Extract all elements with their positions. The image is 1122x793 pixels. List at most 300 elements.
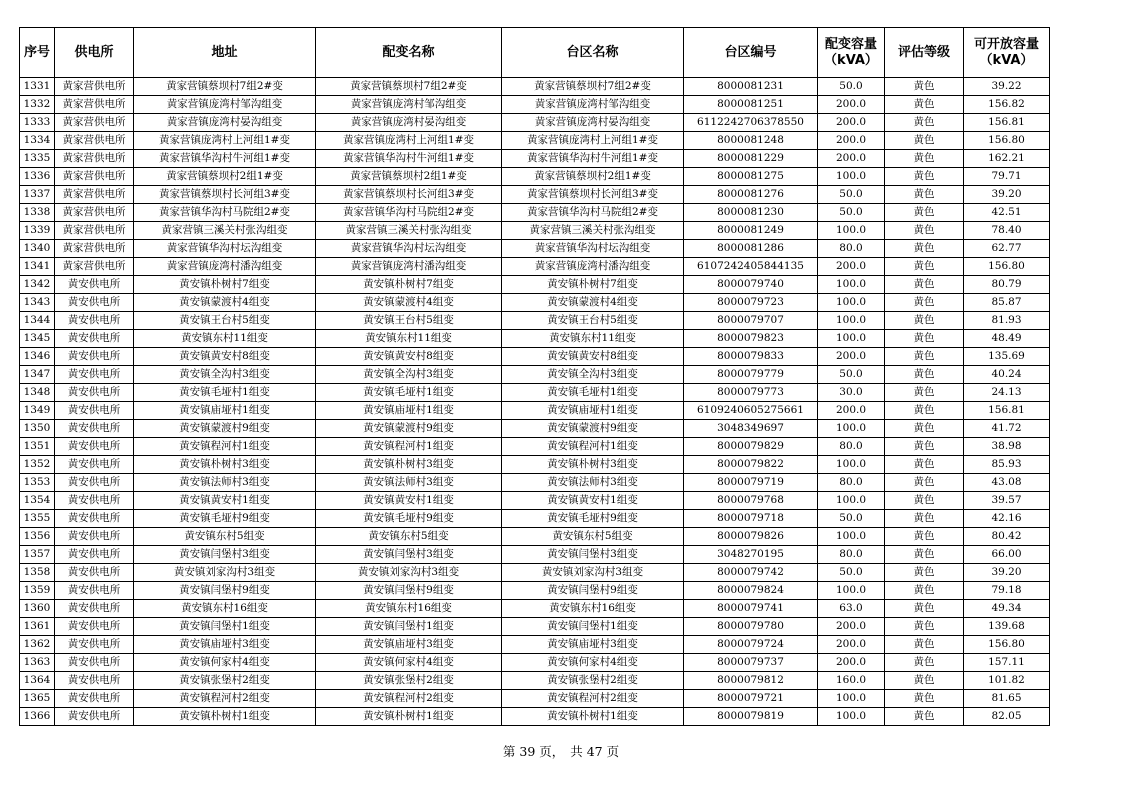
table-row bbox=[20, 582, 1050, 600]
table-row bbox=[20, 114, 1050, 132]
table-cell: 黄安镇庙垭村3组变 bbox=[134, 636, 316, 654]
table-cell: 30.0 bbox=[818, 384, 885, 402]
table-cell: 200.0 bbox=[818, 348, 885, 366]
table-cell: 43.08 bbox=[964, 474, 1050, 492]
table-cell: 8000079721 bbox=[684, 690, 818, 708]
table-cell: 黄家营镇庞湾村邹沟组变 bbox=[502, 96, 684, 114]
table-cell: 黄家营供电所 bbox=[55, 114, 134, 132]
table-cell: 100.0 bbox=[818, 582, 885, 600]
table-body bbox=[20, 78, 1050, 726]
table-cell: 黄安镇程河村1组变 bbox=[316, 438, 502, 456]
table-cell: 200.0 bbox=[818, 636, 885, 654]
table-cell: 8000079724 bbox=[684, 636, 818, 654]
table-cell: 6112242706378550 bbox=[684, 114, 818, 132]
table-cell: 1335 bbox=[20, 150, 55, 168]
table-cell: 8000081230 bbox=[684, 204, 818, 222]
table-cell: 157.11 bbox=[964, 654, 1050, 672]
table-cell: 81.65 bbox=[964, 690, 1050, 708]
table-cell: 黄安镇东村16组变 bbox=[316, 600, 502, 618]
table-cell: 1343 bbox=[20, 294, 55, 312]
table-cell: 8000079779 bbox=[684, 366, 818, 384]
table-row bbox=[20, 348, 1050, 366]
table-cell: 黄安供电所 bbox=[55, 474, 134, 492]
table-cell: 黄色 bbox=[885, 204, 964, 222]
table-cell: 黄安供电所 bbox=[55, 654, 134, 672]
table-cell: 黄色 bbox=[885, 654, 964, 672]
table-cell: 黄家营供电所 bbox=[55, 240, 134, 258]
table-cell: 1361 bbox=[20, 618, 55, 636]
table-cell: 1331 bbox=[20, 78, 55, 96]
table-cell: 1362 bbox=[20, 636, 55, 654]
table-cell: 黄安供电所 bbox=[55, 456, 134, 474]
table-cell: 139.68 bbox=[964, 618, 1050, 636]
table-row bbox=[20, 258, 1050, 276]
table-cell: 8000079823 bbox=[684, 330, 818, 348]
table-cell: 黄色 bbox=[885, 222, 964, 240]
table-cell: 黄色 bbox=[885, 150, 964, 168]
table-cell: 156.80 bbox=[964, 258, 1050, 276]
table-cell: 8000079824 bbox=[684, 582, 818, 600]
table-cell: 黄安镇黄安村8组变 bbox=[134, 348, 316, 366]
table-cell: 8000079812 bbox=[684, 672, 818, 690]
table-cell: 8000079741 bbox=[684, 600, 818, 618]
table-cell: 黄色 bbox=[885, 114, 964, 132]
column-header: 地址 bbox=[134, 28, 316, 78]
table-cell: 156.81 bbox=[964, 402, 1050, 420]
table-cell: 黄色 bbox=[885, 636, 964, 654]
table-cell: 黄安供电所 bbox=[55, 312, 134, 330]
table-cell: 黄家营镇庞湾村晏沟组变 bbox=[134, 114, 316, 132]
table-cell: 49.34 bbox=[964, 600, 1050, 618]
table-cell: 85.87 bbox=[964, 294, 1050, 312]
table-cell: 160.0 bbox=[818, 672, 885, 690]
table-cell: 1358 bbox=[20, 564, 55, 582]
table-cell: 黄家营镇蔡坝村2组1#变 bbox=[134, 168, 316, 186]
table-cell: 1338 bbox=[20, 204, 55, 222]
table-cell: 1342 bbox=[20, 276, 55, 294]
table-cell: 黄安供电所 bbox=[55, 294, 134, 312]
table-cell: 黄安镇何家村4组变 bbox=[134, 654, 316, 672]
table-cell: 50.0 bbox=[818, 564, 885, 582]
table-cell: 黄家营供电所 bbox=[55, 258, 134, 276]
table-cell: 66.00 bbox=[964, 546, 1050, 564]
table-cell: 黄安镇闫堡村1组变 bbox=[502, 618, 684, 636]
table-cell: 黄安镇东村11组变 bbox=[134, 330, 316, 348]
table-cell: 黄安镇黄安村8组变 bbox=[316, 348, 502, 366]
table-cell: 黄安供电所 bbox=[55, 690, 134, 708]
table-cell: 黄色 bbox=[885, 366, 964, 384]
column-header: 台区编号 bbox=[684, 28, 818, 78]
table-cell: 1346 bbox=[20, 348, 55, 366]
table-cell: 黄家营镇庞湾村潘沟组变 bbox=[316, 258, 502, 276]
table-cell: 黄安镇东村5组变 bbox=[134, 528, 316, 546]
table-cell: 黄家营镇蔡坝村7组2#变 bbox=[134, 78, 316, 96]
table-cell: 黄安镇黄安村8组变 bbox=[502, 348, 684, 366]
table-cell: 80.0 bbox=[818, 546, 885, 564]
table-cell: 黄家营镇蔡坝村2组1#变 bbox=[316, 168, 502, 186]
table-cell: 黄色 bbox=[885, 438, 964, 456]
table-cell: 黄家营镇蔡坝村长河组3#变 bbox=[502, 186, 684, 204]
table-cell: 黄安镇张堡村2组变 bbox=[502, 672, 684, 690]
table-cell: 黄家营镇蔡坝村7组2#变 bbox=[502, 78, 684, 96]
table-cell: 黄安供电所 bbox=[55, 600, 134, 618]
table-cell: 42.51 bbox=[964, 204, 1050, 222]
table-cell: 黄家营镇庞湾村晏沟组变 bbox=[316, 114, 502, 132]
table-cell: 1364 bbox=[20, 672, 55, 690]
table-cell: 黄色 bbox=[885, 564, 964, 582]
table-cell: 8000081249 bbox=[684, 222, 818, 240]
table-cell: 黄安镇刘家沟村3组变 bbox=[134, 564, 316, 582]
table-cell: 黄安镇闫堡村1组变 bbox=[134, 618, 316, 636]
table-cell: 1357 bbox=[20, 546, 55, 564]
table-cell: 黄安镇法师村3组变 bbox=[502, 474, 684, 492]
table-cell: 黄色 bbox=[885, 402, 964, 420]
table-cell: 黄家营镇庞湾村潘沟组变 bbox=[134, 258, 316, 276]
table-cell: 100.0 bbox=[818, 168, 885, 186]
table-cell: 8000079780 bbox=[684, 618, 818, 636]
table-cell: 黄安镇刘家沟村3组变 bbox=[502, 564, 684, 582]
table-cell: 1359 bbox=[20, 582, 55, 600]
table-cell: 1363 bbox=[20, 654, 55, 672]
table-cell: 1344 bbox=[20, 312, 55, 330]
table-cell: 8000079833 bbox=[684, 348, 818, 366]
table-cell: 黄色 bbox=[885, 276, 964, 294]
table-cell: 黄色 bbox=[885, 582, 964, 600]
table-row bbox=[20, 690, 1050, 708]
table-cell: 80.0 bbox=[818, 240, 885, 258]
table-cell: 黄安镇东村11组变 bbox=[316, 330, 502, 348]
table-cell: 黄家营镇庞湾村上河组1#变 bbox=[316, 132, 502, 150]
table-cell: 黄安镇何家村4组变 bbox=[502, 654, 684, 672]
table-cell: 黄安镇庙垭村1组变 bbox=[316, 402, 502, 420]
table-cell: 黄安供电所 bbox=[55, 564, 134, 582]
table-cell: 8000081275 bbox=[684, 168, 818, 186]
table-cell: 黄安镇程河村2组变 bbox=[502, 690, 684, 708]
table-row bbox=[20, 78, 1050, 96]
table-cell: 黄安镇全沟村3组变 bbox=[134, 366, 316, 384]
table-cell: 黄家营镇庞湾村上河组1#变 bbox=[502, 132, 684, 150]
column-header: 供电所 bbox=[55, 28, 134, 78]
table-cell: 1337 bbox=[20, 186, 55, 204]
column-header: 可开放容量 （kVA） bbox=[964, 28, 1050, 78]
table-cell: 82.05 bbox=[964, 708, 1050, 726]
table-cell: 40.24 bbox=[964, 366, 1050, 384]
table-cell: 黄安镇闫堡村9组变 bbox=[502, 582, 684, 600]
table-cell: 黄家营镇华沟村牛河组1#变 bbox=[502, 150, 684, 168]
table-cell: 1348 bbox=[20, 384, 55, 402]
column-header: 序号 bbox=[20, 28, 55, 78]
table-cell: 100.0 bbox=[818, 312, 885, 330]
table-cell: 黄安镇黄安村1组变 bbox=[134, 492, 316, 510]
table-cell: 黄安镇东村16组变 bbox=[134, 600, 316, 618]
table-cell: 50.0 bbox=[818, 510, 885, 528]
table-cell: 黄安供电所 bbox=[55, 618, 134, 636]
table-cell: 162.21 bbox=[964, 150, 1050, 168]
column-header: 台区名称 bbox=[502, 28, 684, 78]
table-cell: 8000079707 bbox=[684, 312, 818, 330]
table-cell: 42.16 bbox=[964, 510, 1050, 528]
table-cell: 黄安镇全沟村3组变 bbox=[502, 366, 684, 384]
table-cell: 80.0 bbox=[818, 438, 885, 456]
table-cell: 黄色 bbox=[885, 474, 964, 492]
table-cell: 100.0 bbox=[818, 222, 885, 240]
table-cell: 200.0 bbox=[818, 258, 885, 276]
table-cell: 黄安镇朴树村1组变 bbox=[502, 708, 684, 726]
table-cell: 黄安镇东村5组变 bbox=[316, 528, 502, 546]
table-cell: 黄家营供电所 bbox=[55, 78, 134, 96]
table-cell: 1365 bbox=[20, 690, 55, 708]
table-cell: 黄安镇蒙渡村4组变 bbox=[502, 294, 684, 312]
table-cell: 黄安镇蒙渡村4组变 bbox=[316, 294, 502, 312]
table-cell: 50.0 bbox=[818, 366, 885, 384]
table-cell: 8000079723 bbox=[684, 294, 818, 312]
table-cell: 100.0 bbox=[818, 708, 885, 726]
table-cell: 200.0 bbox=[818, 114, 885, 132]
table-cell: 黄安镇蒙渡村9组变 bbox=[316, 420, 502, 438]
table-cell: 1366 bbox=[20, 708, 55, 726]
table-cell: 黄安镇东村11组变 bbox=[502, 330, 684, 348]
table-cell: 黄安镇朴树村1组变 bbox=[316, 708, 502, 726]
table-cell: 黄安供电所 bbox=[55, 636, 134, 654]
table-cell: 8000081229 bbox=[684, 150, 818, 168]
table-cell: 黄色 bbox=[885, 618, 964, 636]
table-row bbox=[20, 420, 1050, 438]
table-row bbox=[20, 150, 1050, 168]
table-cell: 100.0 bbox=[818, 528, 885, 546]
table-row bbox=[20, 528, 1050, 546]
table-cell: 1332 bbox=[20, 96, 55, 114]
table-cell: 黄安镇蒙渡村9组变 bbox=[134, 420, 316, 438]
table-cell: 39.20 bbox=[964, 564, 1050, 582]
table-cell: 黄色 bbox=[885, 186, 964, 204]
table-cell: 黄家营供电所 bbox=[55, 150, 134, 168]
table-cell: 6107242405844135 bbox=[684, 258, 818, 276]
table-row bbox=[20, 366, 1050, 384]
table-cell: 黄色 bbox=[885, 492, 964, 510]
table-row bbox=[20, 510, 1050, 528]
table-cell: 100.0 bbox=[818, 294, 885, 312]
table-cell: 黄家营镇庞湾村邹沟组变 bbox=[316, 96, 502, 114]
table-cell: 156.80 bbox=[964, 132, 1050, 150]
table-cell: 100.0 bbox=[818, 456, 885, 474]
table-cell: 黄安供电所 bbox=[55, 276, 134, 294]
table-cell: 黄安镇庙垭村1组变 bbox=[502, 402, 684, 420]
table-cell: 黄安镇庙垭村1组变 bbox=[134, 402, 316, 420]
table-cell: 黄家营镇华沟村坛沟组变 bbox=[316, 240, 502, 258]
table-cell: 黄家营镇三溪关村张沟组变 bbox=[316, 222, 502, 240]
table-cell: 黄安供电所 bbox=[55, 528, 134, 546]
table-cell: 黄家营镇华沟村牛河组1#变 bbox=[316, 150, 502, 168]
table-cell: 1345 bbox=[20, 330, 55, 348]
table-cell: 黄安供电所 bbox=[55, 330, 134, 348]
table-cell: 黄安镇何家村4组变 bbox=[316, 654, 502, 672]
table-cell: 黄安供电所 bbox=[55, 546, 134, 564]
table-cell: 1351 bbox=[20, 438, 55, 456]
table-cell: 黄色 bbox=[885, 294, 964, 312]
table-cell: 黄安镇朴树村7组变 bbox=[316, 276, 502, 294]
table-cell: 200.0 bbox=[818, 96, 885, 114]
table-cell: 81.93 bbox=[964, 312, 1050, 330]
table-cell: 1333 bbox=[20, 114, 55, 132]
table-cell: 黄色 bbox=[885, 384, 964, 402]
table-row bbox=[20, 222, 1050, 240]
table-cell: 黄家营镇庞湾村晏沟组变 bbox=[502, 114, 684, 132]
table-cell: 黄安镇庙垭村3组变 bbox=[502, 636, 684, 654]
table-row bbox=[20, 546, 1050, 564]
table-row bbox=[20, 654, 1050, 672]
table-cell: 黄家营镇蔡坝村7组2#变 bbox=[316, 78, 502, 96]
table-cell: 1347 bbox=[20, 366, 55, 384]
table-cell: 1349 bbox=[20, 402, 55, 420]
table-cell: 黄安镇蒙渡村4组变 bbox=[134, 294, 316, 312]
table-cell: 黄色 bbox=[885, 330, 964, 348]
table-cell: 黄安镇程河村1组变 bbox=[134, 438, 316, 456]
table-cell: 黄安镇闫堡村1组变 bbox=[316, 618, 502, 636]
table-cell: 黄安镇程河村2组变 bbox=[134, 690, 316, 708]
table-row bbox=[20, 492, 1050, 510]
table-row bbox=[20, 474, 1050, 492]
table-row bbox=[20, 294, 1050, 312]
table-cell: 黄安供电所 bbox=[55, 672, 134, 690]
table-cell: 8000081248 bbox=[684, 132, 818, 150]
table-cell: 黄安镇朴树村1组变 bbox=[134, 708, 316, 726]
table-cell: 100.0 bbox=[818, 492, 885, 510]
table-cell: 黄家营镇庞湾村上河组1#变 bbox=[134, 132, 316, 150]
table-cell: 黄色 bbox=[885, 528, 964, 546]
table-cell: 1352 bbox=[20, 456, 55, 474]
table-cell: 黄家营供电所 bbox=[55, 168, 134, 186]
table-cell: 黄色 bbox=[885, 348, 964, 366]
table-cell: 黄安镇法师村3组变 bbox=[134, 474, 316, 492]
table-cell: 黄安镇闫堡村9组变 bbox=[134, 582, 316, 600]
table-cell: 200.0 bbox=[818, 618, 885, 636]
table-cell: 黄安镇张堡村2组变 bbox=[316, 672, 502, 690]
table-cell: 38.98 bbox=[964, 438, 1050, 456]
table-cell: 黄安供电所 bbox=[55, 420, 134, 438]
table-cell: 100.0 bbox=[818, 276, 885, 294]
table-cell: 黄色 bbox=[885, 78, 964, 96]
table-row bbox=[20, 402, 1050, 420]
table-cell: 黄安镇毛垭村9组变 bbox=[316, 510, 502, 528]
table-row bbox=[20, 438, 1050, 456]
table-cell: 1354 bbox=[20, 492, 55, 510]
table-cell: 黄安镇毛垭村1组变 bbox=[316, 384, 502, 402]
table-cell: 黄安镇毛垭村1组变 bbox=[502, 384, 684, 402]
table-cell: 80.79 bbox=[964, 276, 1050, 294]
table-cell: 黄色 bbox=[885, 168, 964, 186]
table-cell: 黄安供电所 bbox=[55, 438, 134, 456]
table-cell: 黄安镇刘家沟村3组变 bbox=[316, 564, 502, 582]
table-cell: 8000079718 bbox=[684, 510, 818, 528]
table-cell: 黄安镇朴树村7组变 bbox=[502, 276, 684, 294]
table-cell: 156.81 bbox=[964, 114, 1050, 132]
table-cell: 50.0 bbox=[818, 78, 885, 96]
table-row bbox=[20, 636, 1050, 654]
table-cell: 黄安镇毛垭村9组变 bbox=[502, 510, 684, 528]
table-cell: 63.0 bbox=[818, 600, 885, 618]
table-cell: 黄家营镇华沟村马院组2#变 bbox=[502, 204, 684, 222]
table-cell: 黄家营镇华沟村坛沟组变 bbox=[502, 240, 684, 258]
table-cell: 1334 bbox=[20, 132, 55, 150]
table-cell: 黄安供电所 bbox=[55, 384, 134, 402]
table-row bbox=[20, 330, 1050, 348]
table-cell: 黄色 bbox=[885, 312, 964, 330]
table-cell: 黄家营镇华沟村牛河组1#变 bbox=[134, 150, 316, 168]
table-cell: 黄安镇张堡村2组变 bbox=[134, 672, 316, 690]
table-cell: 黄安镇王台村5组变 bbox=[134, 312, 316, 330]
table-cell: 3048270195 bbox=[684, 546, 818, 564]
table-cell: 黄安镇朴树村7组变 bbox=[134, 276, 316, 294]
page-total-label: 共 47 页 bbox=[570, 744, 620, 759]
table-cell: 黄安镇王台村5组变 bbox=[502, 312, 684, 330]
table-cell: 黄安镇闫堡村3组变 bbox=[134, 546, 316, 564]
table-cell: 62.77 bbox=[964, 240, 1050, 258]
table-cell: 黄色 bbox=[885, 510, 964, 528]
table-cell: 1341 bbox=[20, 258, 55, 276]
table-row bbox=[20, 132, 1050, 150]
table-cell: 200.0 bbox=[818, 132, 885, 150]
table-cell: 8000079826 bbox=[684, 528, 818, 546]
table-cell: 黄家营镇蔡坝村长河组3#变 bbox=[134, 186, 316, 204]
table-cell: 黄安供电所 bbox=[55, 708, 134, 726]
table-row bbox=[20, 672, 1050, 690]
table-cell: 黄家营镇三溪关村张沟组变 bbox=[134, 222, 316, 240]
table-cell: 8000079819 bbox=[684, 708, 818, 726]
table-cell: 黄安供电所 bbox=[55, 492, 134, 510]
table-cell: 8000079740 bbox=[684, 276, 818, 294]
table-cell: 黄家营镇庞湾村邹沟组变 bbox=[134, 96, 316, 114]
table-cell: 黄安供电所 bbox=[55, 402, 134, 420]
table-cell: 1355 bbox=[20, 510, 55, 528]
table-cell: 200.0 bbox=[818, 402, 885, 420]
table-cell: 黄安供电所 bbox=[55, 582, 134, 600]
table-cell: 6109240605275661 bbox=[684, 402, 818, 420]
table-cell: 8000079742 bbox=[684, 564, 818, 582]
table-cell: 8000081276 bbox=[684, 186, 818, 204]
table-cell: 黄安供电所 bbox=[55, 348, 134, 366]
table-cell: 黄家营供电所 bbox=[55, 204, 134, 222]
table-cell: 1340 bbox=[20, 240, 55, 258]
table-cell: 100.0 bbox=[818, 420, 885, 438]
table-cell: 黄家营镇三溪关村张沟组变 bbox=[502, 222, 684, 240]
table-cell: 48.49 bbox=[964, 330, 1050, 348]
table-cell: 黄安镇朴树村3组变 bbox=[502, 456, 684, 474]
table-cell: 黄安镇程河村1组变 bbox=[502, 438, 684, 456]
table-cell: 1356 bbox=[20, 528, 55, 546]
table-row bbox=[20, 312, 1050, 330]
table-cell: 黄家营供电所 bbox=[55, 96, 134, 114]
table-cell: 8000081286 bbox=[684, 240, 818, 258]
table-cell: 1336 bbox=[20, 168, 55, 186]
table-cell: 黄安镇法师村3组变 bbox=[316, 474, 502, 492]
table-cell: 黄安供电所 bbox=[55, 510, 134, 528]
table-cell: 8000079773 bbox=[684, 384, 818, 402]
table-header-row bbox=[20, 28, 1050, 78]
table-cell: 黄家营镇华沟村马院组2#变 bbox=[316, 204, 502, 222]
table-cell: 50.0 bbox=[818, 186, 885, 204]
table-cell: 8000079829 bbox=[684, 438, 818, 456]
table-cell: 黄家营镇蔡坝村长河组3#变 bbox=[316, 186, 502, 204]
table-cell: 8000079768 bbox=[684, 492, 818, 510]
table-cell: 黄色 bbox=[885, 456, 964, 474]
table-cell: 黄安镇闫堡村3组变 bbox=[502, 546, 684, 564]
table-cell: 101.82 bbox=[964, 672, 1050, 690]
table-row bbox=[20, 708, 1050, 726]
table-cell: 黄色 bbox=[885, 96, 964, 114]
table-cell: 黄安镇黄安村1组变 bbox=[316, 492, 502, 510]
table-cell: 黄安镇朴树村3组变 bbox=[316, 456, 502, 474]
table-row bbox=[20, 456, 1050, 474]
